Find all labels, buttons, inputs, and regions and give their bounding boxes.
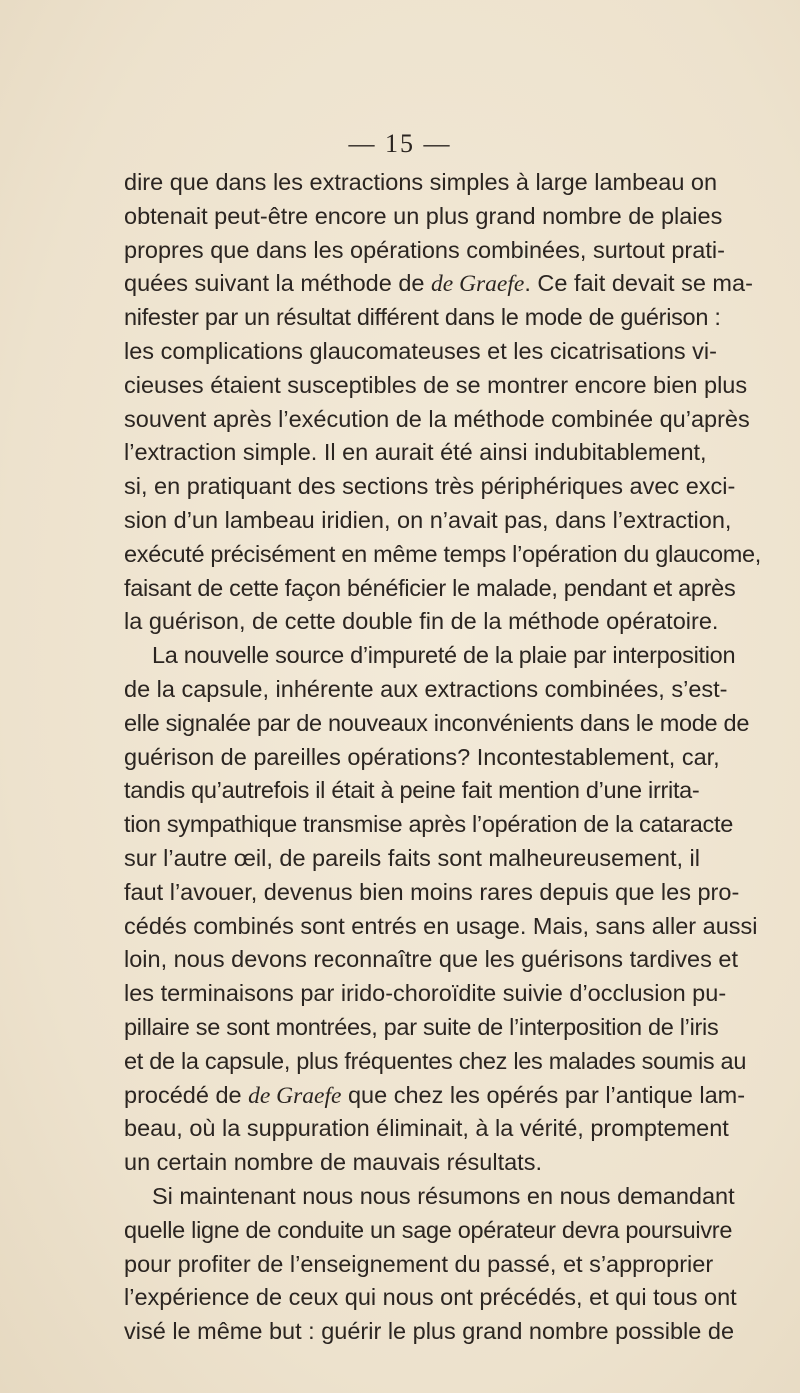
text-line: faisant de cette façon bénéficier le malade, pendant et après [124,574,736,601]
author-name-italic: de Graefe [248,1082,342,1109]
text-line: exécuté précisément en même temps l’opération du glaucome, [124,540,762,567]
text-line: pour profiter de l’enseignement du passé, et s’approprier [124,1250,714,1277]
text-line: dire que dans les extractions simples à large lambeau on [124,169,718,195]
text-line: visé le même but : guérir le plus grand nombre possible de [124,1318,735,1345]
text-line: l’expérience de ceux qui nous ont précédés, et qui tous ont [124,1284,737,1311]
text-line: procédé de de Graefe que chez les opérés par l’antique lam- [124,1081,746,1109]
text-line: cédés combinés sont entrés en usage. Mais, sans aller aussi [124,912,758,939]
text-line: quées suivant la méthode de de Graefe. Ce fait devait se ma- [124,270,753,298]
text-line: obtenait peut-être encore un plus grand nombre de plaies [124,202,723,229]
text-line: faut l’avouer, devenus bien moins rares depuis que les pro- [124,878,740,905]
text-line: les terminaisons par irido-choroïdite suivie d’occlusion pu- [124,980,727,1007]
text-line: elle signalée par de nouveaux inconvénients dans le mode de [124,709,750,736]
text-line: si, en pratiquant des sections très périphériques avec exci- [124,473,736,500]
text-line: loin, nous devons reconnaître que les guérisons tardives et [124,946,738,973]
text-line: souvent après l’exécution de la méthode combinée qu’après [124,405,750,432]
page-number: — 15 — [348,129,452,158]
text-line: nifester par un résultat différent dans le mode de guérison : [124,304,721,331]
text-line: pillaire se sont montrées, par suite de l’interposition de l’iris [124,1013,719,1040]
text-line: et de la capsule, plus fréquentes chez les malades soumis au [124,1047,747,1074]
text-line: de la capsule, inhérente aux extractions combinées, s’est- [124,675,728,702]
text-line: l’extraction simple. Il en aurait été ainsi indubitablement, [124,439,707,466]
paragraph-end-line: un certain nombre de mauvais résultats. [124,1149,542,1176]
text-line: cieuses étaient susceptibles de se montrer encore bien plus [124,371,748,398]
text-line: beau, où la suppuration éliminait, à la vérité, promptement [124,1115,729,1142]
text-line: sion d’un lambeau iridien, on n’avait pas, dans l’extraction, [124,506,732,533]
author-name-italic: de Graefe [431,271,525,298]
paragraph-start-line: La nouvelle source d’impureté de la plaie par interposition [152,642,736,669]
body-text [124,166,762,1349]
text-line: tandis qu’autrefois il était à peine fait mention d’une irrita- [124,777,700,804]
text-line: propres que dans les opérations combinées, surtout prati- [124,236,725,263]
text-line: quelle ligne de conduite un sage opérateur devra poursuivre [124,1216,733,1243]
text-line: sur l’autre œil, de pareils faits sont malheureusement, il [124,844,700,871]
paragraph-start-line: Si maintenant nous nous résumons en nous demandant [152,1182,735,1209]
text-line: les complications glaucomateuses et les cicatrisations vi- [124,337,717,364]
text-line: tion sympathique transmise après l’opération de la cataracte [124,811,734,838]
paragraph-end-line: la guérison, de cette double fin de la méthode opératoire. [124,608,719,635]
text-line: guérison de pareilles opérations? Incontestablement, car, [124,743,720,770]
